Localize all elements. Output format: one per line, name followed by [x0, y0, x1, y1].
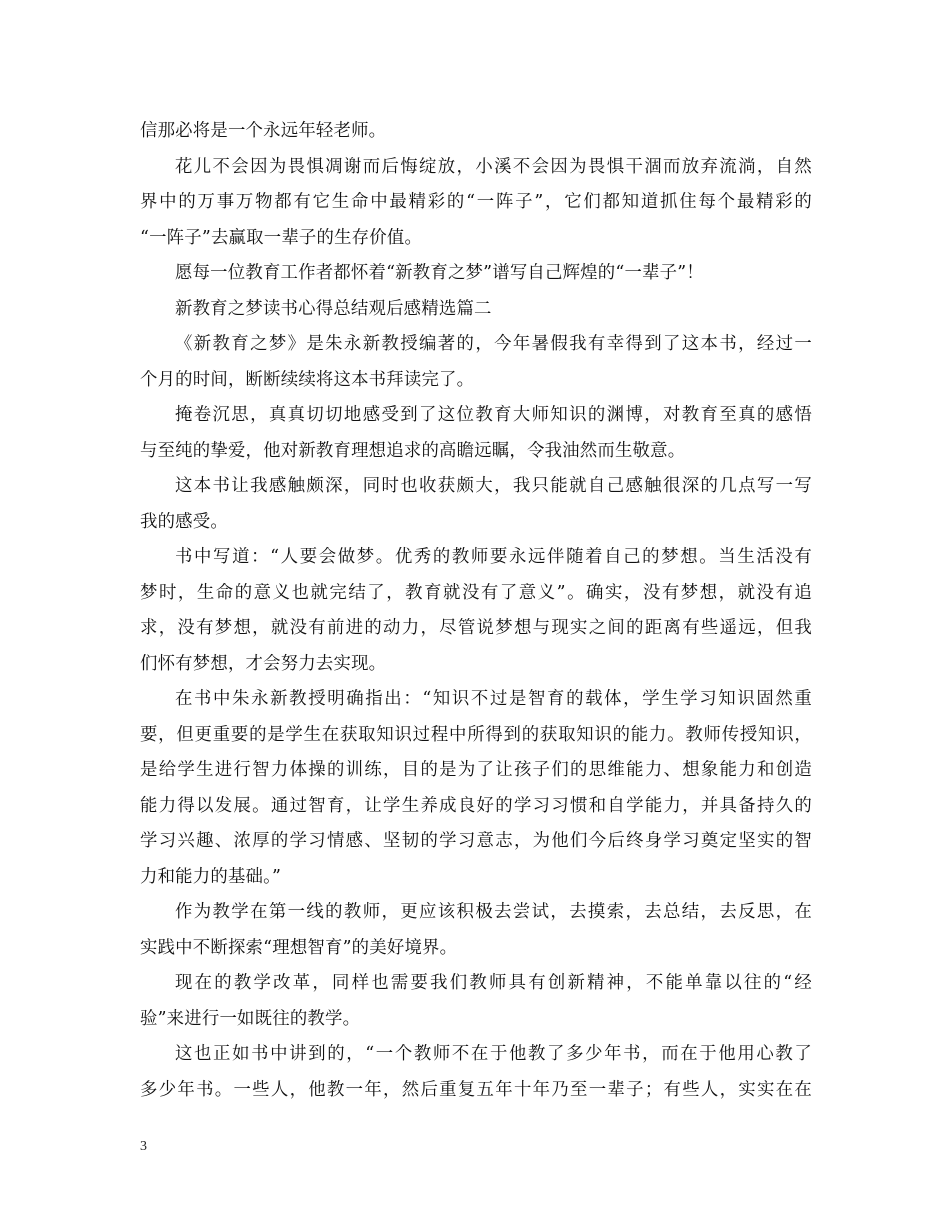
- text-line: 信那必将是一个永远年轻老师。: [140, 121, 387, 141]
- text-line: 个月的时间，断断续续将这本书拜读完了。: [140, 369, 475, 390]
- text-line: 掩卷沉思，真真切切地感受到了这位教育大师知识的渊博，对教育至真的感悟: [175, 405, 812, 425]
- text-line: 要，但更重要的是学生在获取知识过程中所得到的获取知识的能力。教师传授知识，: [140, 724, 812, 745]
- text-line: 验”来进行一如既往的教学。: [140, 1008, 361, 1029]
- text-line: 愿每一位教育工作者都怀着“新教育之梦”谱写自己辉煌的“一辈子”！: [175, 263, 704, 283]
- text-line: 多少年书。一些人，他教一年，然后重复五年十年乃至一辈子；有些人，实实在在: [140, 1079, 812, 1100]
- text-line: 在书中朱永新教授明确指出：“知识不过是智育的载体，学生学习知识固然重: [175, 689, 812, 709]
- text-line: 梦时，生命的意义也就完结了，教育就没有了意义”。确实，没有梦想，就没有追: [140, 582, 812, 603]
- text-line: 力和能力的基础。”: [140, 866, 282, 887]
- text-line: 花儿不会因为畏惧凋谢而后悔绽放，小溪不会因为畏惧干涸而放弃流淌，自然: [175, 156, 812, 177]
- text-line: 书中写道：“人要会做梦。优秀的教师要永远伴随着自己的梦想。当生活没有: [175, 547, 812, 567]
- text-line: 学习兴趣、浓厚的学习情感、坚韧的学习意志，为他们今后终身学习奠定坚实的智: [140, 831, 812, 851]
- document-body: [140, 114, 812, 1108]
- text-line: 能力得以发展。通过智育，让学生养成良好的学习习惯和自学能力，并具备持久的: [140, 795, 812, 816]
- text-line: 我的感受。: [140, 511, 228, 532]
- text-line: 是给学生进行智力体操的训练，目的是为了让孩子们的思维能力、想象能力和创造: [140, 760, 812, 780]
- text-line: 这本书让我感触颇深，同时也收获颇大，我只能就自己感触很深的几点写一写: [175, 476, 812, 496]
- text-line: 们怀有梦想，才会努力去实现。: [140, 653, 387, 674]
- text-line: 现在的教学改革，同样也需要我们教师具有创新精神，不能单靠以往的“经: [175, 973, 812, 993]
- page-number: 3: [140, 1139, 147, 1154]
- text-line: “一阵子”去赢取一辈子的生存价值。: [140, 227, 423, 248]
- text-line: 实践中不断探索“理想智育”的美好境界。: [140, 937, 458, 958]
- text-line: 与至纯的挚爱，他对新教育理想追求的高瞻远瞩，令我油然而生敬意。: [140, 440, 686, 461]
- text-line: 作为教学在第一线的教师，更应该积极去尝试，去摸索，去总结，去反思，在: [175, 902, 812, 922]
- text-line: 求，没有梦想，就没有前进的动力，尽管说梦想与现实之间的距离有些遥远，但我: [140, 618, 812, 638]
- text-line: 这也正如书中讲到的，“一个教师不在于他教了多少年书，而在于他用心教了: [175, 1044, 812, 1064]
- text-line: 《新教育之梦》是朱永新教授编著的，今年暑假我有幸得到了这本书，经过一: [175, 334, 812, 354]
- text-line: 界中的万事万物都有它生命中最精彩的“一阵子”，它们都知道抓住每个最精彩的: [140, 192, 812, 212]
- section-heading: 新教育之梦读书心得总结观后感精选篇二: [175, 298, 492, 319]
